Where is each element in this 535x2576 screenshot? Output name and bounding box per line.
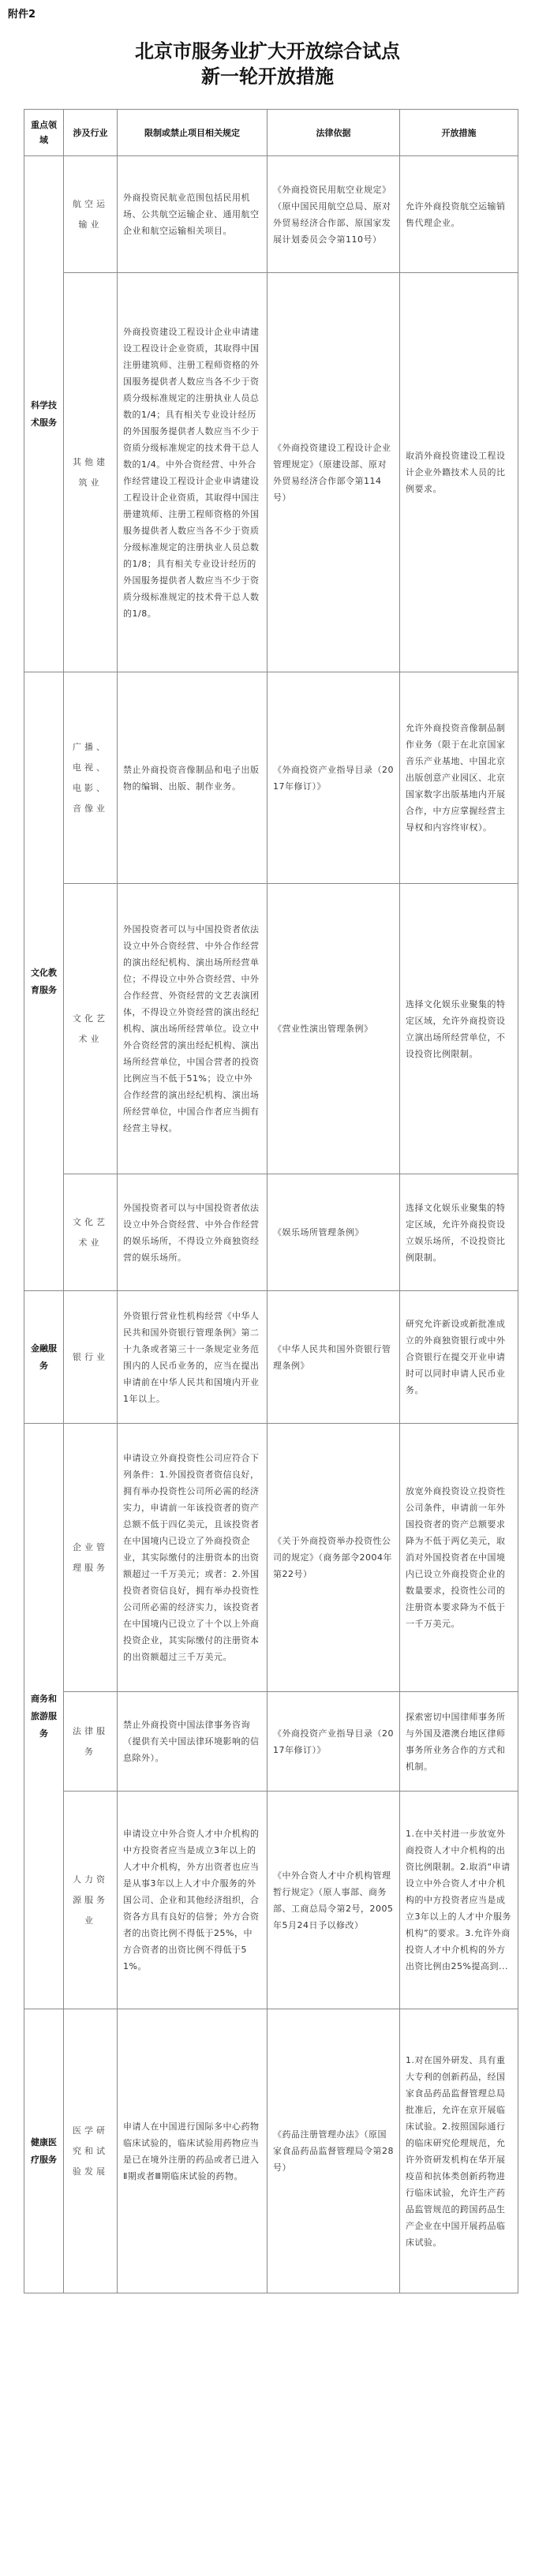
table-row: [24, 884, 518, 1174]
industry-cell: 医学研究和试验发展: [64, 2009, 118, 2293]
restriction-cell: 外资银行营业性机构经营《中华人民共和国外资银行管理条例》第二十九条或者第三十一条规定业务范围内的人民币业务的，应当在提出申请前在中华人民共和国境内开业1年以上。: [118, 1291, 268, 1424]
restriction-cell: 申请设立中外合资人才中介机构的中方投资者应当是成立3年以上的人才中介机构，外方出资者也应当是从事3年以上人才中介服务的外国公司、企业和其他经济组织，合资各方具有良好的信誉；外方合资者的出资比例不得低于25%，中方合资者的出资比例不得低于51%。: [118, 1792, 268, 2009]
table-row: [24, 273, 518, 672]
measure-cell: 研究允许新设或新批准成立的外商独资银行或中外合资银行在提交开业申请时可以同时申请人民币业务。: [400, 1291, 518, 1424]
measure-cell: 1.在中关村进一步放宽外商投资人才中介机构的出资比例限制。2.取消“申请设立中外合资人才中介机构的中方投资者应当是成立3年以上的人才中介服务机构”的要求。3.允许外商投资人才中介机构的外方出资比例由25%提高到...: [400, 1792, 518, 2009]
restriction-cell: 禁止外商投资音像制品和电子出版物的编辑、出版、制作业务。: [118, 672, 268, 884]
domain-culture: 文化教育服务: [24, 672, 64, 1291]
basis-cell: 《娱乐场所管理条例》: [268, 1174, 400, 1291]
basis-cell: 《关于外商投资举办投资性公司的规定》（商务部令2004年第22号）: [268, 1424, 400, 1692]
table-header: [24, 110, 518, 156]
table-row: [24, 1174, 518, 1291]
basis-cell: 《中华人民共和国外资银行管理条例》: [268, 1291, 400, 1424]
page-title-line1: 北京市服务业扩大开放综合试点: [135, 39, 400, 62]
measure-cell: 允许外商投资航空运输销售代理企业。: [400, 156, 518, 273]
basis-cell: 《外商投资民用航空业规定》（原中国民用航空总局、原对外贸易经济合作部、原国家发展计划委员会令第110号）: [268, 156, 400, 273]
header-restriction: 限制或禁止项目相关规定: [118, 110, 268, 156]
table-row: [24, 672, 518, 884]
restriction-cell: 外商投资民航业范围包括民用机场、公共航空运输企业、通用航空企业和航空运输相关项目。: [118, 156, 268, 273]
measure-cell: 选择文化娱乐业聚集的特定区域，允许外商投资设立娱乐场所，不设投资比例限制。: [400, 1174, 518, 1291]
measure-cell: 选择文化娱乐业聚集的特定区域，允许外商投资设立演出场所经营单位，不设投资比例限制。: [400, 884, 518, 1174]
table-row: [24, 2009, 518, 2293]
header-industry: 涉及行业: [64, 110, 118, 156]
industry-cell: 企业管理服务: [64, 1424, 118, 1692]
domain-health: 健康医疗服务: [24, 2009, 64, 2293]
measure-cell: 允许外商投资音像制品制作业务（限于在北京国家音乐产业基地、中国北京出版创意产业园区、北京国家数字出版基地内开展合作，中方应掌握经营主导权和内容终审权）。: [400, 672, 518, 884]
header-basis: 法律依据: [268, 110, 400, 156]
table-row: [24, 1792, 518, 2009]
attachment-label: 附件2: [8, 9, 36, 21]
basis-cell: 《外商投资建设工程设计企业管理规定》（原建设部、原对外贸易经济合作部令第114号）: [268, 273, 400, 672]
domain-business: 商务和旅游服务: [24, 1424, 64, 2009]
header-domain: 重点领域: [24, 110, 64, 156]
industry-cell: 文化艺术业: [64, 1174, 118, 1291]
industry-cell: 航空运输业: [64, 156, 118, 273]
page-title-line2: 新一轮开放措施: [201, 65, 334, 88]
measure-cell: 放宽外商投资设立投资性公司条件，申请前一年外国投资者的资产总额要求降为不低于两亿美元，取消对外国投资者在中国境内已设立外商投资企业的数量要求，投资性公司的注册资本要求降为不低于一千万美元。: [400, 1424, 518, 1692]
domain-finance: 金融服务: [24, 1291, 64, 1424]
restriction-cell: 禁止外商投资中国法律事务咨询（提供有关中国法律环境影响的信息除外）。: [118, 1692, 268, 1792]
industry-cell: 文化艺术业: [64, 884, 118, 1174]
measures-table: [24, 109, 518, 2293]
restriction-cell: 申请设立外商投资性公司应符合下列条件：1.外国投资者资信良好，拥有举办投资性公司所必需的经济实力，申请前一年该投资者的资产总额不低于四亿美元，且该投资者在中国境内已设立了外商投资企业，其实际缴付的注册资本的出资额超过一千万美元；或者：2.外国投资者资信良好，拥有举办投资性公司所必需的经济实力，该投资者在中国境内已设立了十个以上外商投资企业，其实际缴付的注册资本的出资额超过三千万美元。: [118, 1424, 268, 1692]
industry-cell: 人力资源服务业: [64, 1792, 118, 2009]
industry-cell: 银行业: [64, 1291, 118, 1424]
basis-cell: 《药品注册管理办法》（原国家食品药品监督管理局令第28号）: [268, 2009, 400, 2293]
restriction-cell: 外国投资者可以与中国投资者依法设立中外合资经营、中外合作经营的演出经纪机构、演出场所经营单位；不得设立中外合资经营、中外合作经营、外资经营的文艺表演团体，不得设立外资经营的演出经纪机构、演出场所经营单位。设立中外合资经营的演出经纪机构、演出场所经营单位，中国合营者的投资比例应当不低于51%；设立中外合作经营的演出经纪机构、演出场所经营单位，中国合作者应当拥有经营主导权。: [118, 884, 268, 1174]
basis-cell: 《中外合资人才中介机构管理暂行规定》（原人事部、商务部、工商总局令第2号，2005年5月24日予以修改）: [268, 1792, 400, 2009]
measure-cell: 1.对在国外研发、具有重大专利的创新药品，经国家食品药品监督管理总局批准后，允许在京开展临床试验。2.按照国际通行的临床研究伦理规范，允许外资研发机构在华开展疫苗和抗体类创新药物进行临床试验，允许生产药品监管规范的跨国药品生产企业在中国开展药品临床试验。: [400, 2009, 518, 2293]
header-measure: 开放措施: [400, 110, 518, 156]
restriction-cell: 外国投资者可以与中国投资者依法设立中外合资经营、中外合作经营的娱乐场所，不得设立外商独资经营的娱乐场所。: [118, 1174, 268, 1291]
basis-cell: 《外商投资产业指导目录（2017年修订）》: [268, 1692, 400, 1792]
measure-cell: 取消外商投资建设工程设计企业外籍技术人员的比例要求。: [400, 273, 518, 672]
table-row: [24, 1424, 518, 1692]
basis-cell: 《营业性演出管理条例》: [268, 884, 400, 1174]
industry-cell: 其他建筑业: [64, 273, 118, 672]
industry-cell: 广播、电视、电影、音像业: [64, 672, 118, 884]
table-row: [24, 1692, 518, 1792]
restriction-cell: 外商投资建设工程设计企业申请建设工程设计企业资质，其取得中国注册建筑师、注册工程师资格的外国服务提供者人数应当各不少于资质分级标准规定的注册执业人员总数的1/4；具有相关专业设计经历的外国服务提供者人数应当不少于资质分级标准规定的技术骨干总人数的1/4。中外合资经营、中外合作经营建设工程设计企业申请建设工程设计企业资质，其取得中国注册建筑师、注册工程师资格的外国服务提供者人数应当各不少于资质分级标准规定的注册执业人员总数的1/8；具有相关专业设计经历的外国服务提供者人数应当不少于资质分级标准规定的技术骨干总人数的1/8。: [118, 273, 268, 672]
table-row: [24, 156, 518, 273]
measure-cell: 探索密切中国律师事务所与外国及港澳台地区律师事务所业务合作的方式和机制。: [400, 1692, 518, 1792]
restriction-cell: 申请人在中国进行国际多中心药物临床试验的，临床试验用药物应当是已在境外注册的药品或者已进入Ⅱ期或者Ⅲ期临床试验的药物。: [118, 2009, 268, 2293]
domain-science: 科学技术服务: [24, 156, 64, 672]
basis-cell: 《外商投资产业指导目录（2017年修订）》: [268, 672, 400, 884]
table-row: [24, 1291, 518, 1424]
industry-cell: 法律服务: [64, 1692, 118, 1792]
